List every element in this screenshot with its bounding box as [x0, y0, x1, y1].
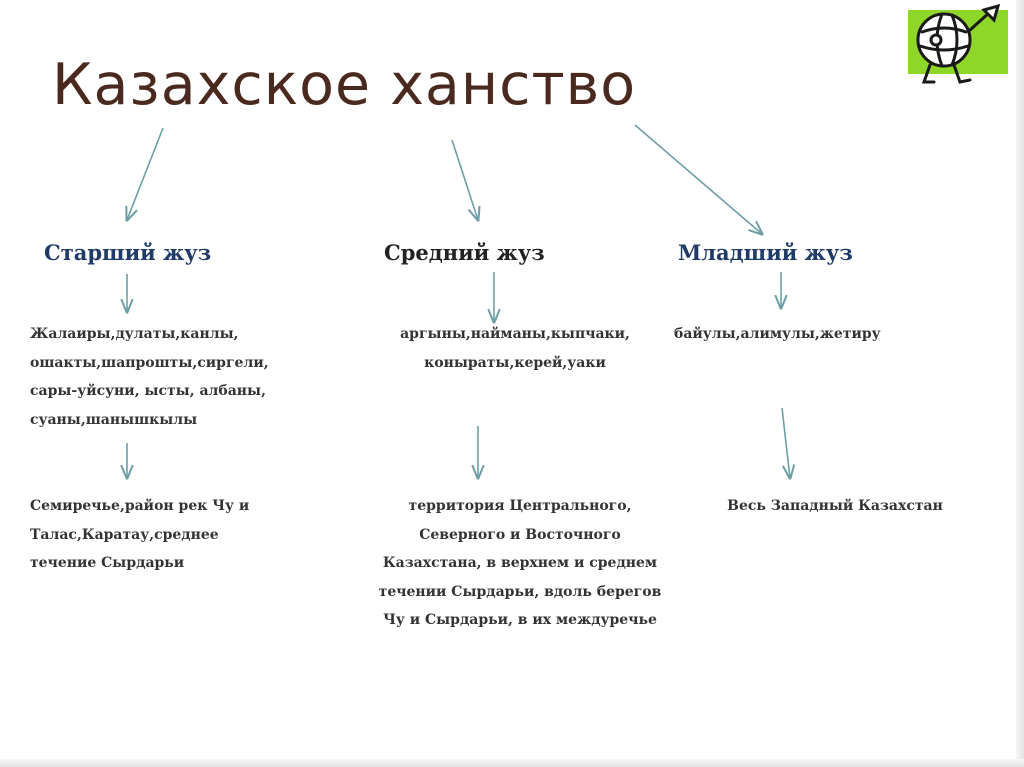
junior-zhuz-region — [690, 492, 980, 521]
text-line: коныраты,керей,уаки — [424, 354, 606, 371]
arrow-title-to-senior — [127, 128, 163, 220]
page-title: Казахское ханство — [52, 52, 637, 118]
text-line: сары-уйсуни, ысты, албаны, — [30, 383, 266, 399]
text-line: ошакты,шапрошты,сиргели, — [30, 354, 269, 371]
text-line: байулы,алимулы,жетиру — [674, 326, 881, 342]
text-line: течении Сырдарьи, вдоль берегов — [378, 583, 662, 600]
middle-zhuz-region — [300, 492, 740, 635]
slide-frame-bottom — [0, 759, 1024, 767]
text-line: течение Сырдарьи — [30, 555, 185, 571]
arrow-title-to-junior — [635, 125, 762, 234]
text-line: территория Центрального, — [408, 498, 632, 514]
text-line: Талас,Каратау,среднее — [30, 526, 219, 543]
text-line: Чу и Сырдарьи, в их междуречье — [383, 612, 657, 628]
arrow-junior-to-region — [782, 408, 790, 478]
senior-zhuz-tribes — [30, 320, 269, 434]
middle-zhuz-tribes — [300, 320, 730, 377]
text-line: Семиречье,район рек Чу и — [30, 498, 250, 514]
heading-junior-zhuz: Младший жуз — [678, 240, 853, 265]
heading-senior-zhuz: Старший жуз — [44, 240, 212, 265]
text-line: Жалаиры,дулаты,канлы, — [30, 326, 239, 342]
heading-middle-zhuz: Средний жуз — [384, 240, 545, 265]
senior-zhuz-region — [30, 492, 249, 578]
text-line: аргыны,найманы,кыпчаки, — [400, 326, 630, 342]
text-line: Весь Западный Казахстан — [727, 498, 943, 514]
text-line: Северного и Восточного — [419, 526, 621, 543]
junior-zhuz-tribes — [674, 320, 881, 349]
globe-mascot-icon — [908, 2, 1008, 88]
arrow-title-to-middle — [452, 140, 478, 220]
text-line: Казахстана, в верхнем и среднем — [382, 555, 658, 571]
slide-frame-right — [1016, 0, 1024, 767]
text-line: суаны,шанышкылы — [30, 411, 198, 428]
